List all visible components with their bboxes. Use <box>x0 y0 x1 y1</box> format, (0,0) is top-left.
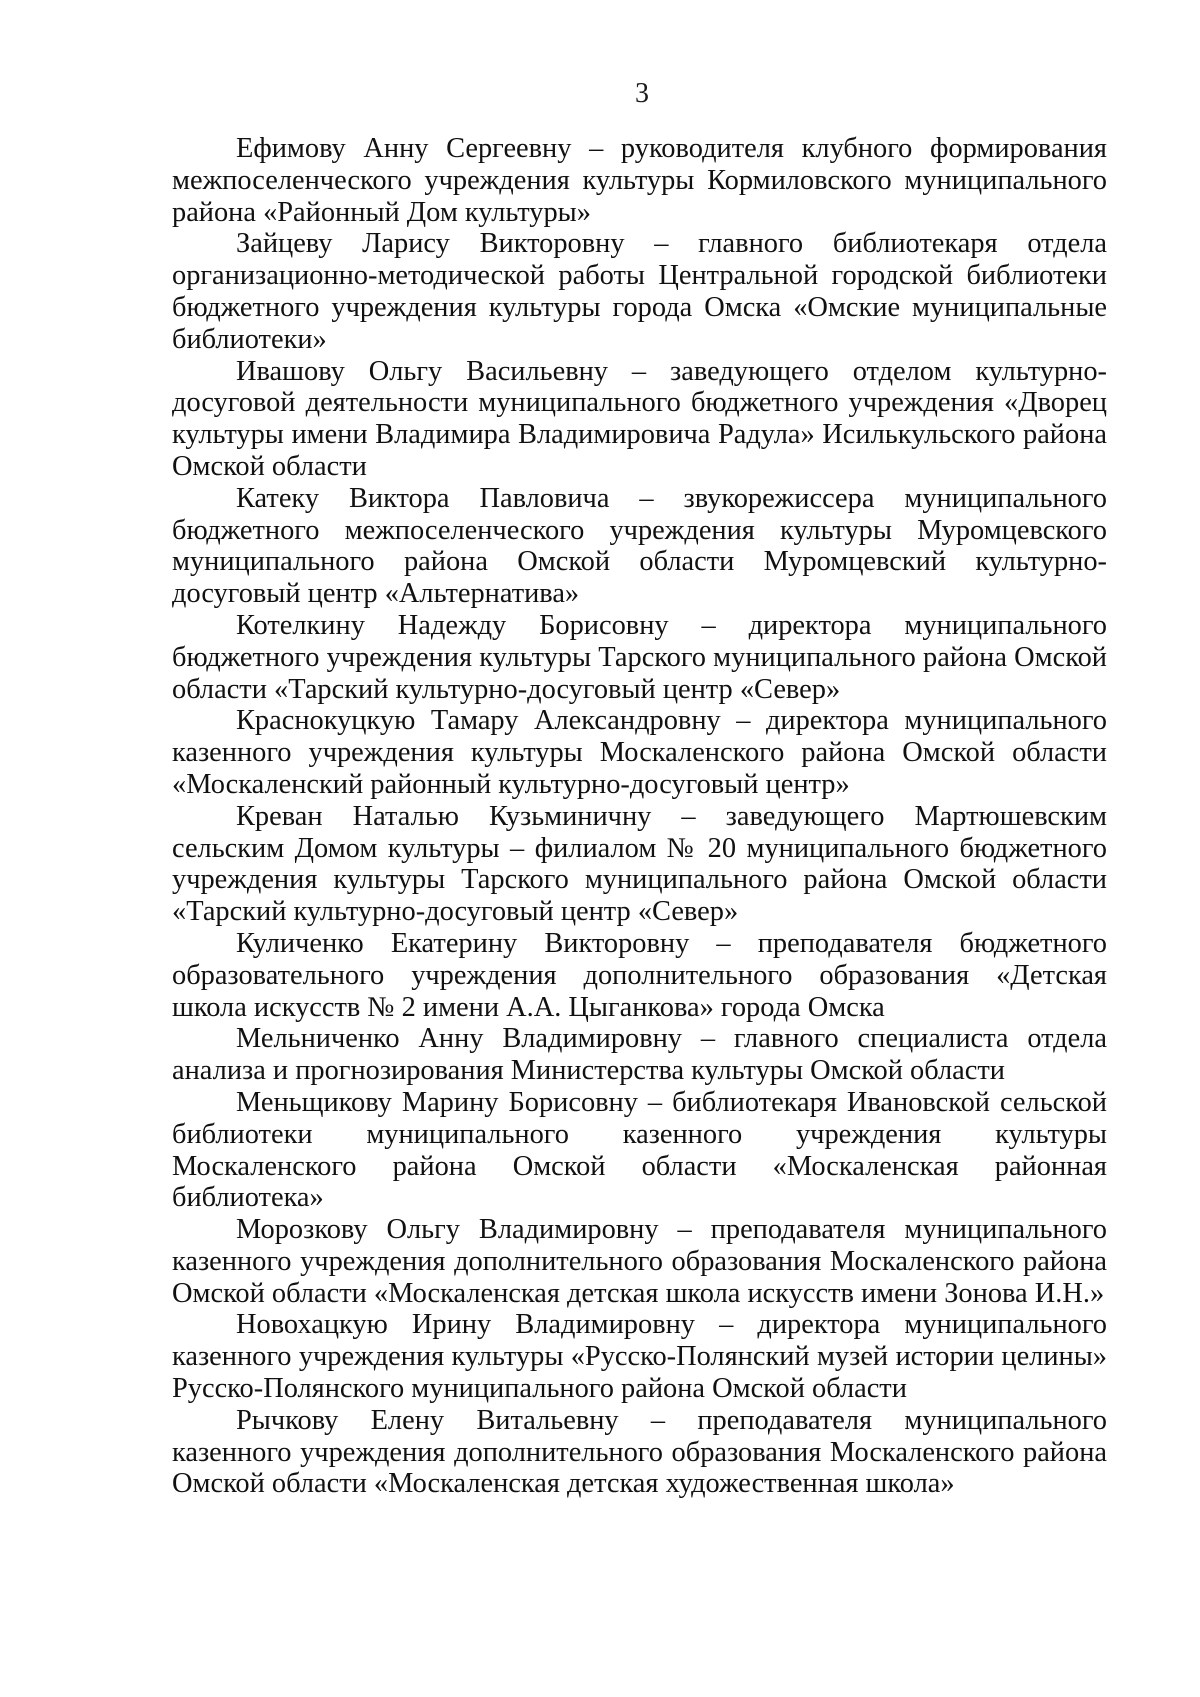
list-item: Рычкову Елену Витальевну – преподавателя муниципального казенного учреждения дополнительного образования Москаленского района Омской области «Москаленская детская художественная школа» <box>172 1404 1107 1500</box>
list-item: Ефимову Анну Сергеевну – руководителя клубного формирования межпоселенческого учреждения культуры Кормиловского муниципального района «Районный Дом культуры» <box>172 133 1107 228</box>
list-item: Морозкову Ольгу Владимировну – преподавателя муниципального казенного учреждения дополнительного образования Москаленского района Омской области «Москаленская детская школа искусств имени Зонова И.Н.» <box>172 1214 1107 1309</box>
award-list <box>172 133 1107 1500</box>
list-item: Краснокуцкую Тамару Александровну – директора муниципального казенного учреждения культуры Москаленского района Омской области «Москаленский районный культурно-досуговый центр» <box>172 705 1107 800</box>
list-item: Ивашову Ольгу Васильевну – заведующего отделом культурно-досуговой деятельности муниципального бюджетного учреждения «Дворец культуры имени Владимира Владимировича Радула» Исилькульского района Омской области <box>172 355 1107 482</box>
list-item: Катеку Виктора Павловича – звукорежиссера муниципального бюджетного межпоселенческого учреждения культуры Муромцевского муниципального района Омской области Муромцевский культурно-досуговый центр «Альтернатива» <box>172 482 1107 610</box>
list-item: Мельниченко Анну Владимировну – главного специалиста отдела анализа и прогнозирования Министерства культуры Омской области <box>172 1023 1107 1087</box>
list-item: Котелкину Надежду Борисовну – директора муниципального бюджетного учреждения культуры Тарского муниципального района Омской области «Тарский культурно-досуговый центр «Север» <box>172 609 1107 705</box>
list-item: Меньщикову Марину Борисовну – библиотекаря Ивановской сельской библиотеки муниципального казенного учреждения культуры Москаленского района Омской области «Москаленская районная библиотека» <box>172 1086 1107 1214</box>
list-item: Новохацкую Ирину Владимировну – директора муниципального казенного учреждения культуры «Русско-Полянский музей истории целины» Русско-Полянского муниципального района Омской области <box>172 1309 1107 1405</box>
page-number: 3 <box>635 78 649 109</box>
list-item: Зайцеву Ларису Викторовну – главного библиотекаря отдела организационно-методической работы Центральной городской библиотеки бюджетного учреждения культуры города Омска «Омские муниципальные библиотеки» <box>172 228 1107 355</box>
list-item: Креван Наталью Кузьминичну – заведующего Мартюшевским сельским Домом культуры – филиалом № 20 муниципального бюджетного учреждения культуры Тарского муниципального района Омской области «Тарский культурно-досуговый центр «Север» <box>172 800 1107 928</box>
list-item: Куличенко Екатерину Викторовну – преподавателя бюджетного образовательного учреждения дополнительного образования «Детская школа искусств № 2 имени А.А. Цыганкова» города Омска <box>172 927 1107 1023</box>
